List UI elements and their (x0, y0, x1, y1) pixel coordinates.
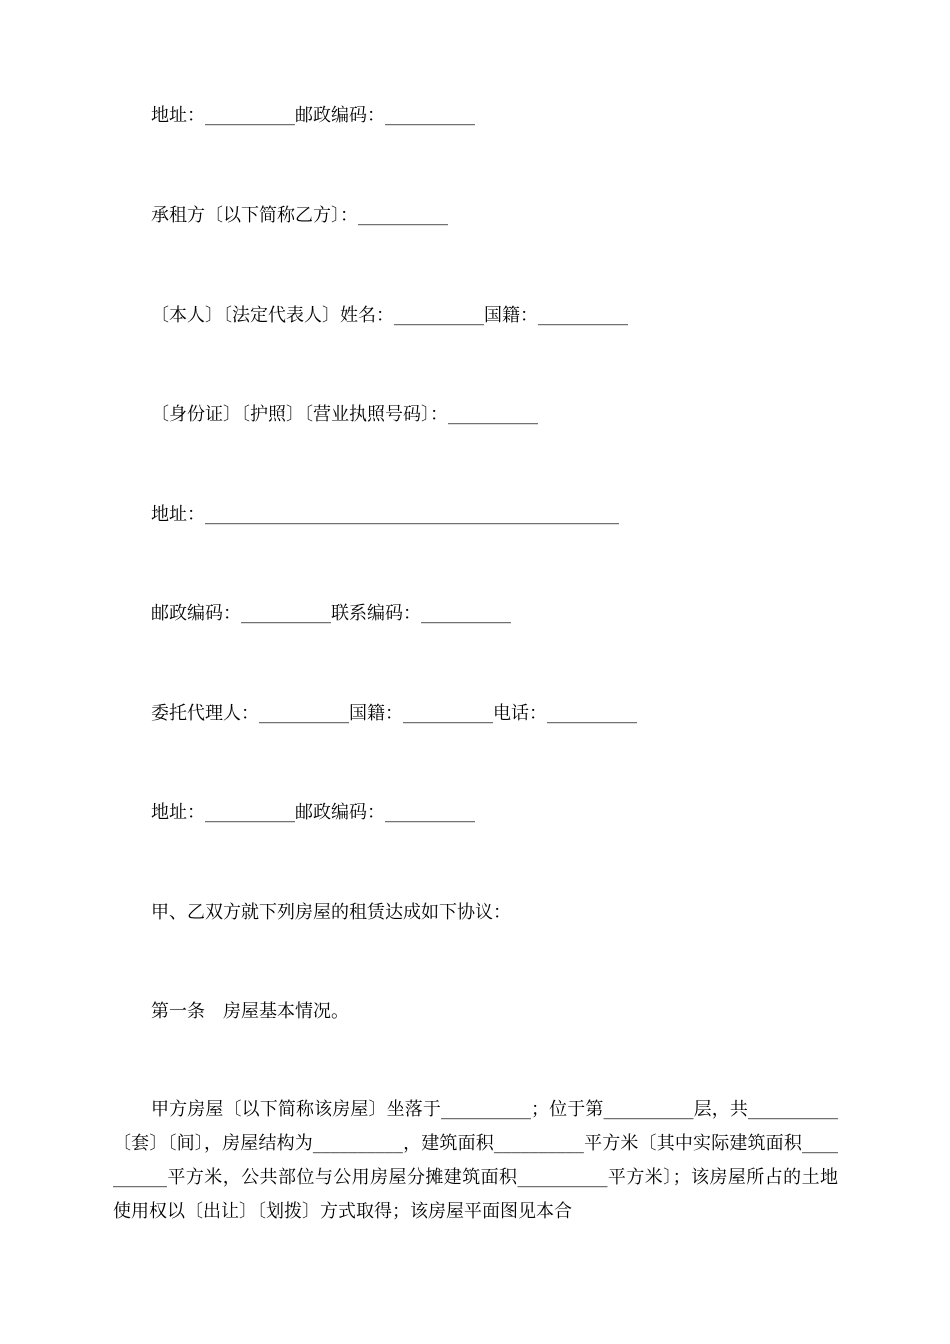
lessee-line: 承租方〔以下简称乙方〕：__________ (151, 205, 448, 226)
agreement-intro-line: 甲、乙双方就下列房屋的租赁达成如下协议： (151, 902, 511, 923)
agent-line: 委托代理人：__________国籍：__________电话：__________ (151, 703, 637, 724)
lessee-name-nationality-line: 〔本人〕〔法定代表人〕姓名：__________国籍：__________ (151, 305, 628, 326)
agent-address-line: 地址：__________邮政编码：__________ (151, 802, 475, 823)
article-one-paragraph: 甲方房屋〔以下简称该房屋〕坐落于__________；位于第__________层，共__________〔套〕〔间〕，房屋结构为__________，建筑面积__________平方米〔其中实际建筑面积__________平方米，公共部位与公用房屋分摊建筑面积__________平方米〕；该房屋所占的土地使用权以〔出让〕〔划拨〕方式取得；该房屋平面图见本合 (113, 1099, 838, 1222)
lessee-address-line: 地址：______________________________________________ (151, 504, 619, 525)
party-a-address-line: 地址：__________邮政编码：__________ (151, 105, 475, 126)
lessee-id-line: 〔身份证〕〔护照〕〔营业执照号码〕：__________ (151, 404, 538, 425)
article-one-heading: 第一条 房屋基本情况。 (151, 1001, 349, 1022)
lessee-postcode-contact-line: 邮政编码：__________联系编码：__________ (151, 603, 511, 624)
